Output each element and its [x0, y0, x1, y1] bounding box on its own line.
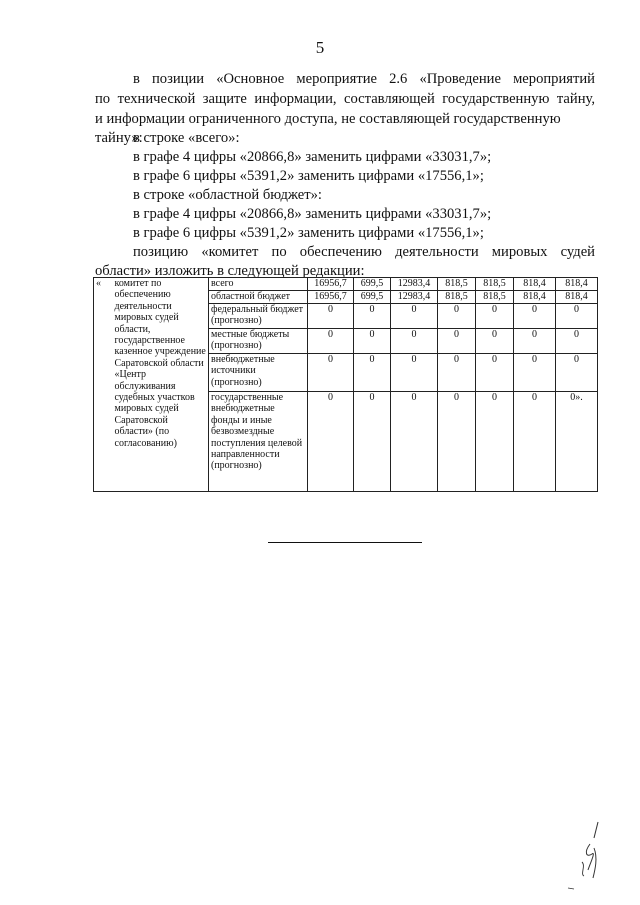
paragraph-position-2-6-line2: по технической защите информации, составляющей государственную тайну, [95, 91, 595, 107]
value-cell: 699,5 [354, 291, 391, 304]
value-cell: 0 [308, 354, 354, 392]
value-cell: 0». [556, 392, 598, 492]
source-cell: всего [209, 278, 308, 291]
value-cell: 0 [354, 304, 391, 329]
value-cell: 818,4 [514, 278, 556, 291]
table-row [94, 278, 598, 291]
value-cell: 0 [556, 304, 598, 329]
value-cell: 0 [308, 392, 354, 492]
value-cell: 818,5 [438, 291, 476, 304]
value-cell: 818,5 [476, 291, 514, 304]
line-col6-regional: в графе 6 цифры «5391,2» заменить цифрами «17556,1»; [133, 225, 484, 241]
source-cell: областной бюджет [209, 291, 308, 304]
value-cell: 0 [476, 354, 514, 392]
value-cell: 0 [308, 304, 354, 329]
funding-table [93, 277, 598, 492]
line-col6-total: в графе 6 цифры «5391,2» заменить цифрами «17556,1»; [133, 168, 484, 184]
value-cell: 0 [438, 392, 476, 492]
source-cell: местные бюджеты (прогнозно) [209, 329, 308, 354]
value-cell: 0 [354, 354, 391, 392]
handwritten-signature [560, 818, 610, 896]
value-cell: 0 [514, 329, 556, 354]
value-cell: 818,4 [556, 291, 598, 304]
paragraph-committee-line1: позицию «комитет по обеспечению деятельности мировых судей [133, 244, 595, 260]
line-col4-regional: в графе 4 цифры «20866,8» заменить цифрами «33031,7»; [133, 206, 492, 222]
value-cell: 818,5 [476, 278, 514, 291]
line-row-total: в строке «всего»: [133, 130, 240, 146]
paragraph-position-2-6-line3: и информации ограниченного доступа, не составляющей государственную тайну»: [95, 111, 561, 146]
value-cell: 12983,4 [391, 278, 438, 291]
value-cell: 0 [391, 392, 438, 492]
value-cell: 818,5 [438, 278, 476, 291]
source-cell: государственные внебюджетные фонды и иные безвозмездные поступления целевой направленности (прогнозно) [209, 392, 308, 492]
value-cell: 0 [354, 392, 391, 492]
value-cell: 0 [391, 304, 438, 329]
line-row-regional-budget: в строке «областной бюджет»: [133, 187, 322, 203]
value-cell: 0 [438, 304, 476, 329]
value-cell: 699,5 [354, 278, 391, 291]
paragraph-position-2-6-line1: в позиции «Основное мероприятие 2.6 «Проведение мероприятий [133, 71, 595, 87]
value-cell: 0 [514, 392, 556, 492]
source-cell: федеральный бюджет (прогнозно) [209, 304, 308, 329]
value-cell: 0 [438, 354, 476, 392]
page-number: 5 [315, 38, 325, 57]
value-cell: 0 [476, 304, 514, 329]
value-cell: 0 [391, 329, 438, 354]
value-cell: 0 [391, 354, 438, 392]
line-col4-total: в графе 4 цифры «20866,8» заменить цифрами «33031,7»; [133, 149, 492, 165]
value-cell: 16956,7 [308, 278, 354, 291]
value-cell: 0 [308, 329, 354, 354]
value-cell: 818,4 [556, 278, 598, 291]
value-cell: 0 [476, 392, 514, 492]
value-cell: 16956,7 [308, 291, 354, 304]
closing-divider [268, 542, 422, 543]
value-cell: 0 [556, 329, 598, 354]
value-cell: 0 [354, 329, 391, 354]
value-cell: 0 [476, 329, 514, 354]
paragraph-committee-line2: области» изложить в следующей редакции: [95, 263, 365, 279]
value-cell: 0 [438, 329, 476, 354]
owner-cell: комитет по обеспечению деятельности мировых судей области, государственное казенное учреждение Саратовской области «Центр обслуживания судебных участков мировых судей Саратовской области» (по согласованию) [113, 278, 209, 492]
value-cell: 0 [514, 354, 556, 392]
open-quote-cell: « [94, 278, 113, 492]
source-cell: внебюджетные источники (прогнозно) [209, 354, 308, 392]
value-cell: 0 [556, 354, 598, 392]
value-cell: 818,4 [514, 291, 556, 304]
value-cell: 12983,4 [391, 291, 438, 304]
value-cell: 0 [514, 304, 556, 329]
